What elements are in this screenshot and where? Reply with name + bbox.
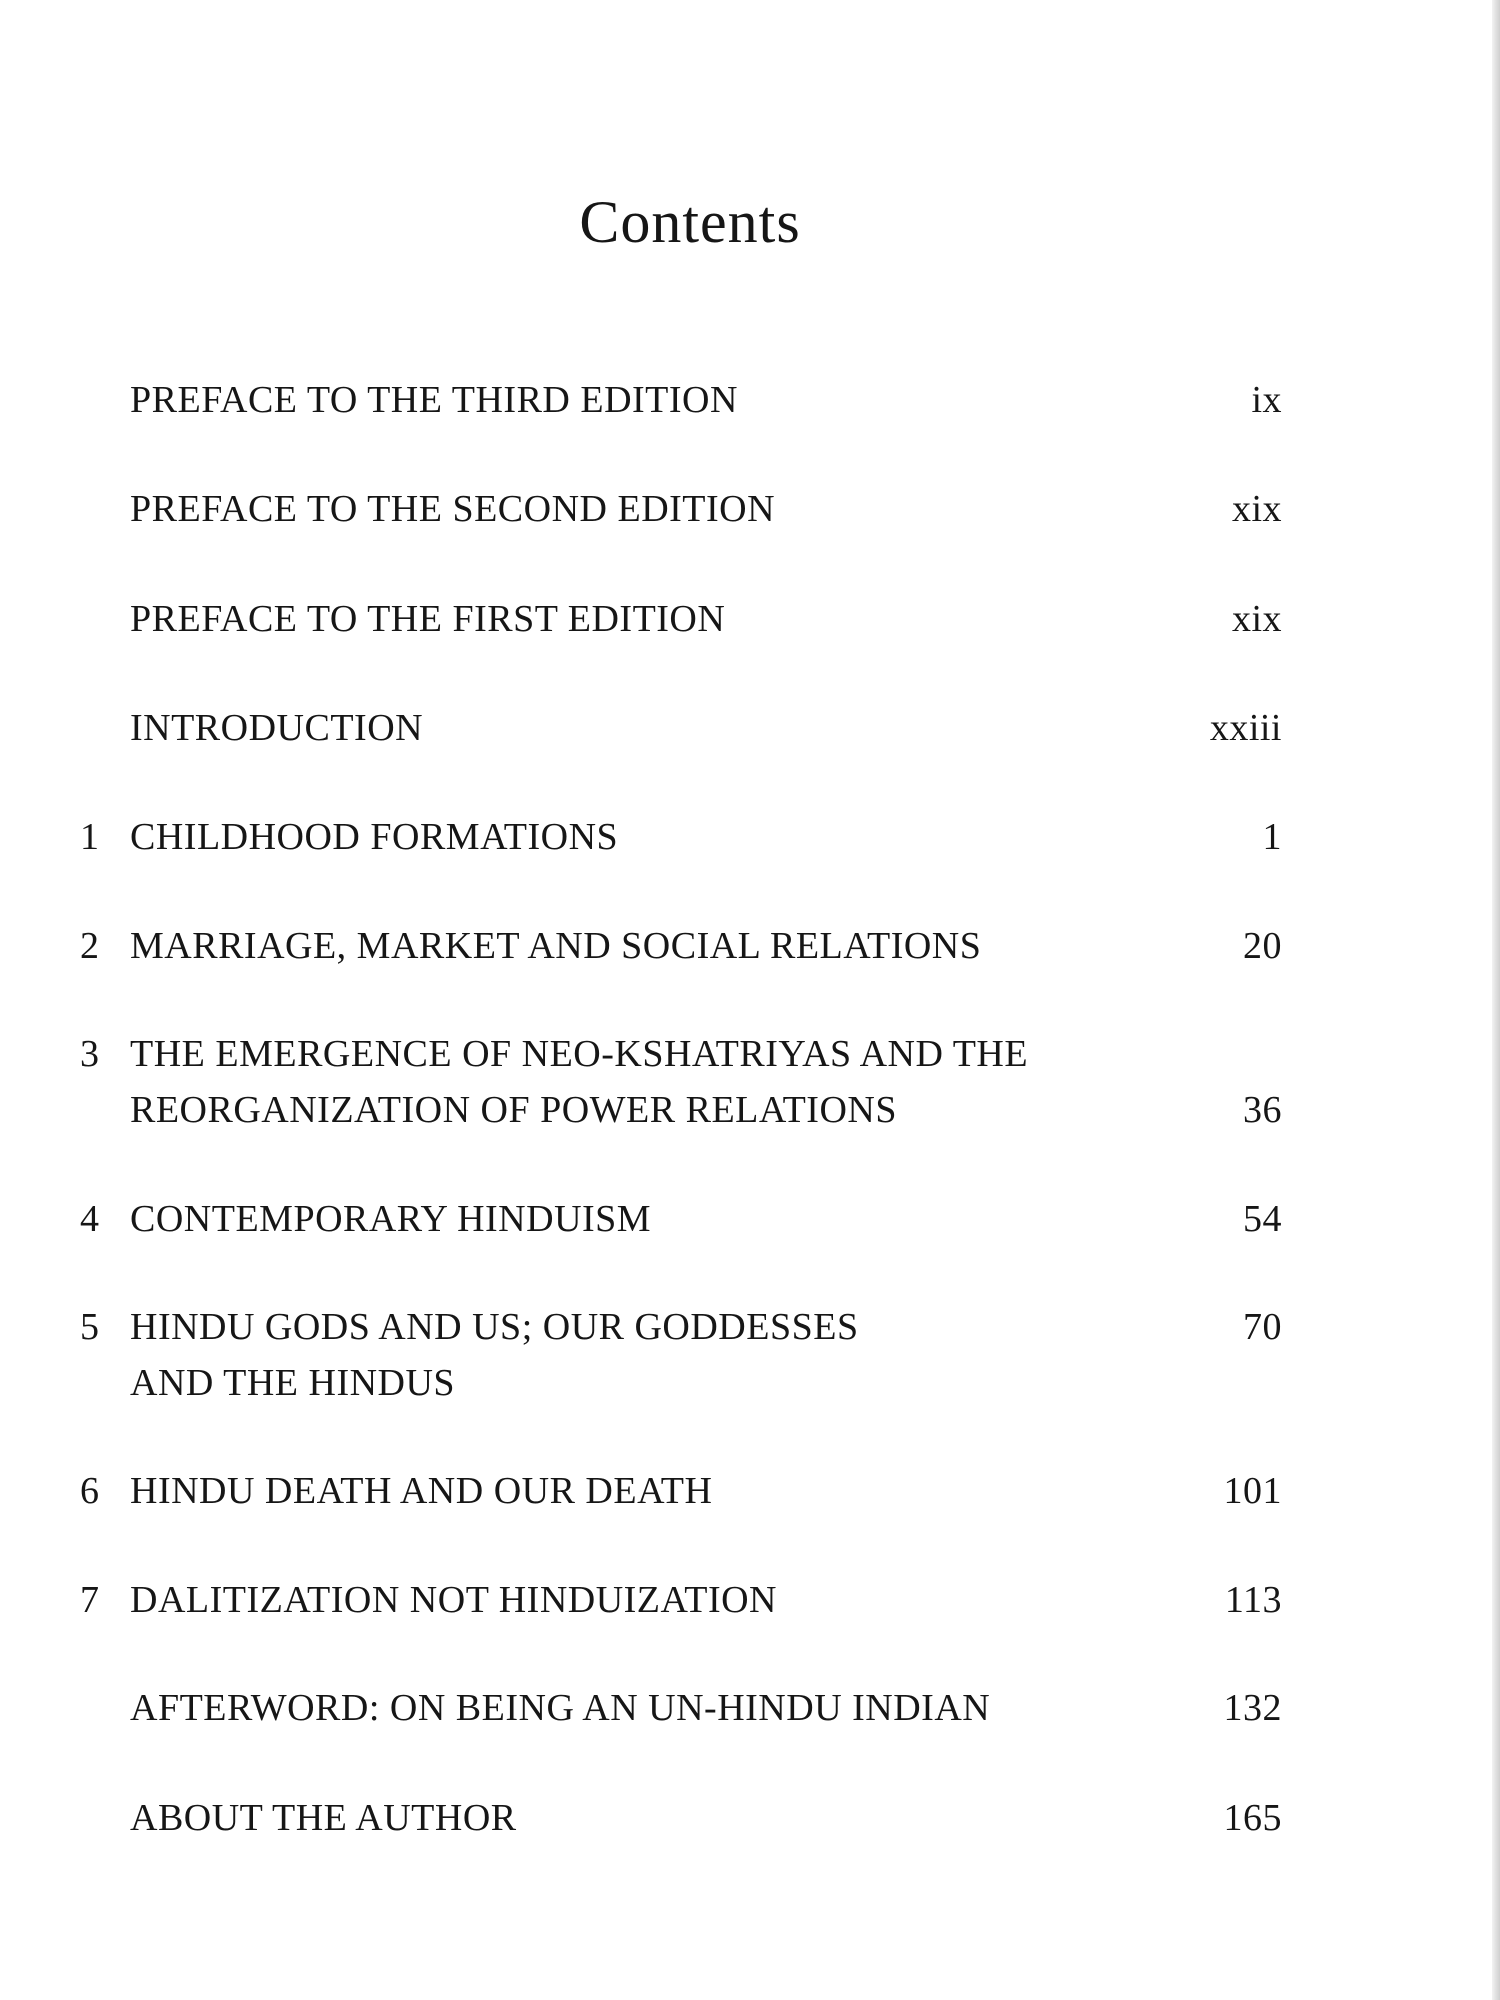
toc-entry-page: 20 (1243, 925, 1282, 967)
toc-entry-page: 54 (1243, 1198, 1282, 1240)
toc-entry-title: ABOUT THE AUTHOR (130, 1797, 517, 1839)
toc-entry-page: 36 (1243, 1089, 1282, 1131)
toc-entry-number: 7 (80, 1579, 100, 1621)
toc-entry-title-continued: REORGANIZATION OF POWER RELATIONS (130, 1089, 897, 1131)
toc-entry-title: DALITIZATION NOT HINDUIZATION (130, 1579, 777, 1621)
toc-entry-page: xix (1231, 598, 1282, 640)
toc-entry-number: 6 (80, 1470, 100, 1512)
toc-entry-page: 132 (1223, 1687, 1282, 1729)
toc-entry-title: AFTERWORD: ON BEING AN UN-HINDU INDIAN (130, 1687, 991, 1729)
toc-entry-title: HINDU DEATH AND OUR DEATH (130, 1470, 713, 1512)
toc-entry-title: THE EMERGENCE OF NEO-KSHATRIYAS AND THE (130, 1033, 1029, 1075)
toc-entry-number: 2 (80, 925, 100, 967)
toc-entry-title: PREFACE TO THE THIRD EDITION (130, 379, 738, 421)
toc-entry-page: 113 (1224, 1579, 1282, 1621)
toc-entry-page: xxiii (1209, 707, 1282, 749)
toc-entry-number: 1 (80, 816, 100, 858)
toc-entry-page: xix (1231, 488, 1282, 530)
toc-entry-number: 5 (80, 1306, 100, 1348)
toc-entry-title: CONTEMPORARY HINDUISM (130, 1198, 652, 1240)
toc-entry-title: PREFACE TO THE SECOND EDITION (130, 488, 776, 530)
toc-entry-title: PREFACE TO THE FIRST EDITION (130, 598, 726, 640)
toc-entry-page: 165 (1223, 1797, 1282, 1839)
page-title: Contents (579, 189, 801, 255)
toc-entry-page: ix (1251, 379, 1282, 421)
toc-entry-page: 101 (1223, 1470, 1282, 1512)
toc-entry-page: 70 (1243, 1306, 1282, 1348)
toc-entry-title: MARRIAGE, MARKET AND SOCIAL RELATIONS (130, 925, 982, 967)
toc-entry-title-continued: AND THE HINDUS (130, 1362, 456, 1404)
toc-entry-number: 3 (80, 1033, 100, 1075)
toc-entry-title: CHILDHOOD FORMATIONS (130, 816, 619, 858)
toc-entry-title: INTRODUCTION (130, 707, 424, 749)
toc-entry-number: 4 (80, 1198, 100, 1240)
toc-entry-title: HINDU GODS AND US; OUR GODDESSES (130, 1306, 859, 1348)
toc-entry-page: 1 (1262, 816, 1282, 858)
